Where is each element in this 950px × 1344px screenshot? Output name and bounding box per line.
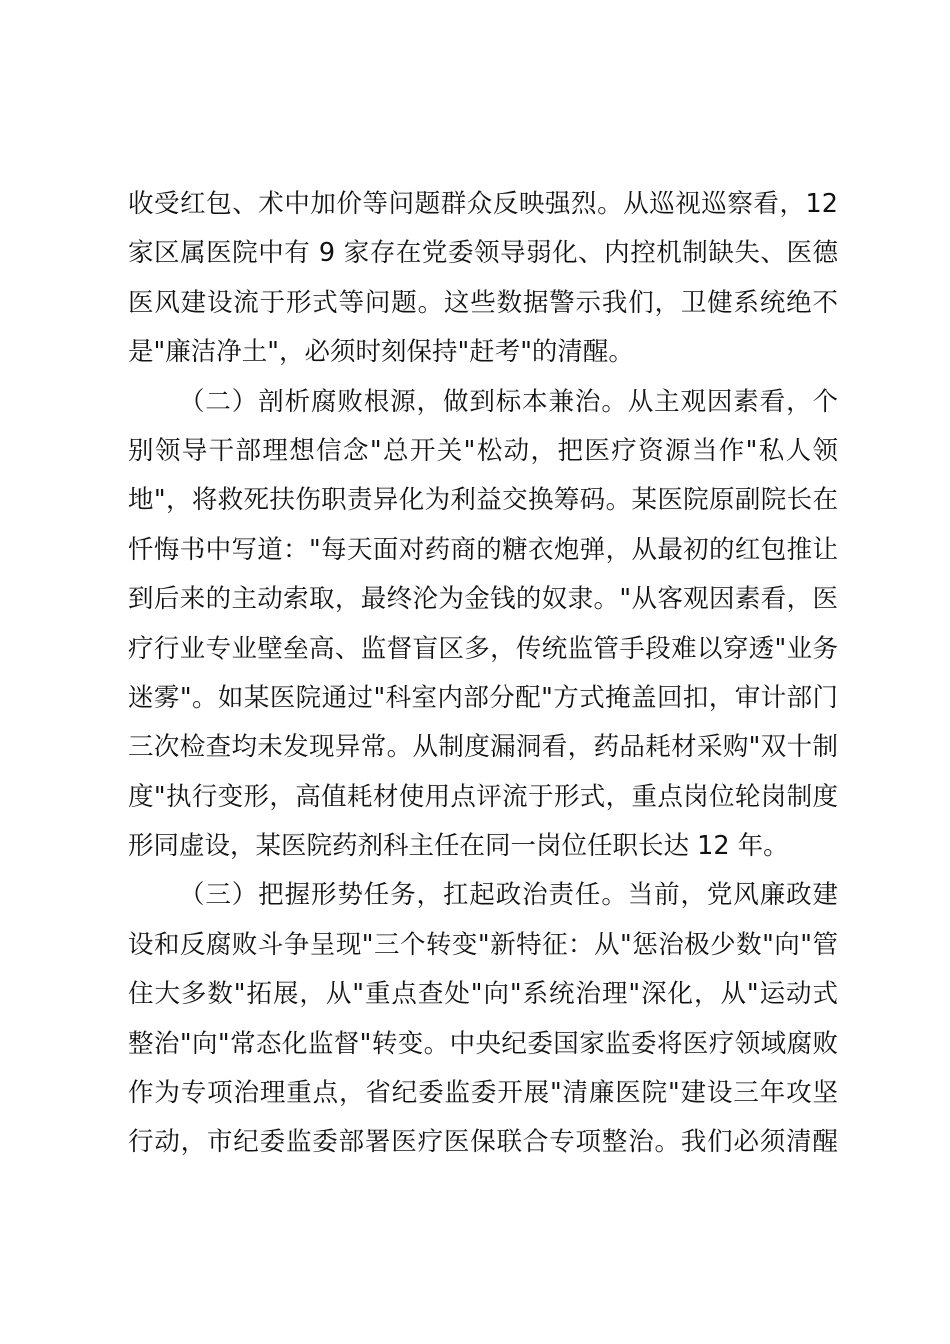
text-line: 整治"向"常态化监督"转变。中央纪委国家监委将医疗领域腐败 — [128, 1028, 838, 1059]
paragraph-heading-line: （三）把握形势任务，扛起政治责任。当前，党风廉政建 — [179, 880, 838, 911]
text-line: 形同虚设，某医院药剂科主任在同一岗位任职长达 12 年。 — [128, 831, 789, 862]
text-line: 地"，将救死扶伤职责异化为利益交换筹码。某医院原副院长在 — [128, 485, 838, 516]
paragraph-heading-line: （二）剖析腐败根源，做到标本兼治。从主观因素看，个 — [179, 386, 838, 417]
text-line: 忏悔书中写道："每天面对药商的糖衣炮弹，从最初的红包推让 — [128, 534, 838, 565]
text-line: 住大多数"拓展，从"重点查处"向"系统治理"深化，从"运动式 — [128, 979, 838, 1010]
text-line: 迷雾"。如某医院通过"科室内部分配"方式掩盖回扣，审计部门 — [128, 682, 838, 713]
text-line: 收受红包、术中加价等问题群众反映强烈。从巡视巡察看，12 — [128, 189, 838, 219]
text-line: 医风建设流于形式等问题。这些数据警示我们，卫健系统绝不 — [128, 287, 838, 318]
body-text — [128, 180, 838, 1168]
text-line: 设和反腐败斗争呈现"三个转变"新特征：从"惩治极少数"向"管 — [128, 929, 838, 960]
text-line: 是"廉洁净土"，必须时刻保持"赶考"的清醒。 — [128, 337, 634, 368]
text-line: 三次检查均未发现异常。从制度漏洞看，药品耗材采购"双十制 — [128, 732, 838, 763]
text-line: 到后来的主动索取，最终沦为金钱的奴隶。"从客观因素看，医 — [128, 584, 838, 615]
text-line: 家区属医院中有 9 家存在党委领导弱化、内控机制缺失、医德 — [128, 238, 838, 269]
text-line: 疗行业专业壁垒高、监督盲区多，传统监管手段难以穿透"业务 — [128, 633, 838, 664]
text-line: 行动，市纪委监委部署医疗医保联合专项整治。我们必须清醒 — [128, 1127, 838, 1158]
text-line: 别领导干部理想信念"总开关"松动，把医疗资源当作"私人领 — [128, 435, 838, 466]
text-line: 度"执行变形，高值耗材使用点评流于形式，重点岗位轮岗制度 — [128, 781, 838, 812]
text-line: 作为专项治理重点，省纪委监委开展"清廉医院"建设三年攻坚 — [128, 1078, 838, 1109]
